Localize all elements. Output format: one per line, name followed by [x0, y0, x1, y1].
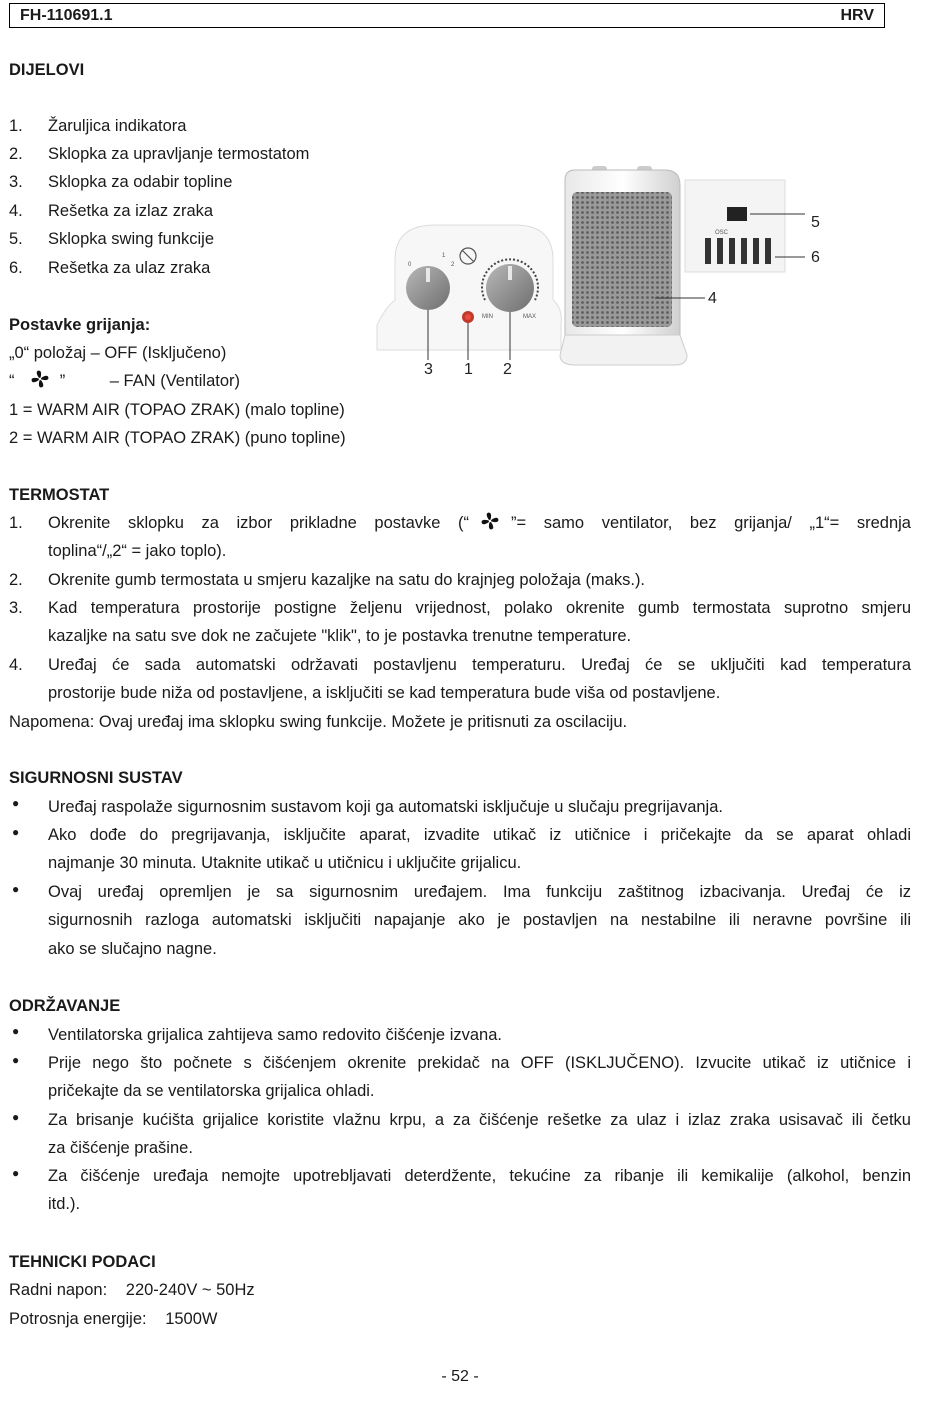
parts-item-text: Sklopka za upravljanje termostatom: [48, 145, 310, 163]
maintenance-title: ODRŽAVANJE: [9, 997, 121, 1015]
heating-level-2: 2 = WARM AIR (TOPAO ZRAK) (puno topline): [9, 429, 346, 447]
maintenance-bullet-2: [48, 1049, 911, 1106]
parts-title: DIJELOVI: [9, 61, 85, 79]
maintenance-bullet-4b: itd.).: [48, 1195, 81, 1214]
heating-title: Postavke grijanja:: [9, 316, 151, 334]
maintenance-bullet-3a: Za brisanje kućišta grijalice koristite vlažnu krpu, a za čišćenje rešetke za ulaz i izlaz zraka usisavač ili četku: [48, 1111, 911, 1129]
maintenance-bullet-1: Ventilatorska grijalica zahtijeva samo redovito čišćenje izvana.: [48, 1026, 502, 1044]
tech-power-value: 1500W: [165, 1310, 218, 1328]
callout-5: 5: [811, 214, 820, 231]
tech-power-label: Potrosnja energije:: [9, 1310, 147, 1328]
tech-voltage-label: Radni napon:: [9, 1281, 108, 1299]
safety-title: SIGURNOSNI SUSTAV: [9, 769, 183, 787]
fan-mode-text: – FAN (Ventilator): [109, 372, 241, 390]
maintenance-bullet-3b: za čišćenje prašine.: [48, 1139, 193, 1158]
bullet-dot-icon: ●: [12, 796, 20, 810]
parts-item-number: 5.: [9, 230, 23, 248]
bullet-dot-icon: ●: [12, 1166, 20, 1180]
quote-close: ”: [59, 372, 66, 390]
parts-item-number: 4.: [9, 202, 23, 220]
safety-bullet-3c: ako se slučajno nagne.: [48, 939, 217, 958]
thermostat-item-2: Okrenite gumb termostata u smjeru kazaljke na satu do krajnjeg položaja (maks.).: [48, 571, 646, 589]
safety-bullet-3a: Ovaj uređaj opremljen je sa sigurnosnim uređajem. Ima funkciju zaštitnog izbacivanja. Uređaj će iz: [48, 883, 911, 901]
thermostat-item-1a: Okrenite sklopku za izbor prikladne postavke (“: [48, 514, 470, 532]
callout-2: 2: [503, 361, 512, 378]
dial-label-zero: 0: [408, 262, 412, 268]
thermostat-item-number: 2.: [9, 571, 23, 589]
parts-item-text: Sklopka za odabir topline: [48, 173, 233, 191]
parts-item-number: 3.: [9, 173, 23, 191]
osc-label: OSC: [715, 230, 729, 236]
fan-icon: [29, 369, 51, 389]
thermostat-item-4b: prostorije bude niža od postavljene, a isključiti se kad temperatura bude viša od postavljene.: [48, 684, 721, 703]
page-header: [9, 3, 885, 28]
safety-bullet-3b: sigurnosnih razloga automatski isključiti napajanje ako je postavljen na nestabilne ili neravne površine ili: [48, 911, 911, 930]
parts-item-number: 6.: [9, 259, 23, 277]
dial-label-two: 2: [451, 262, 455, 268]
thermostat-item-4a: Uređaj će sada automatski održavati postavljenu temperaturu. Uređaj će se uključiti kad temperatura: [48, 656, 911, 674]
thermostat-title: TERMOSTAT: [9, 486, 110, 504]
parts-item-text: Rešetka za ulaz zraka: [48, 259, 211, 277]
thermostat-item-number: 3.: [9, 599, 23, 617]
bullet-dot-icon: ●: [12, 1110, 20, 1124]
tech-title: TEHNICKI PODACI: [9, 1253, 156, 1271]
thermostat-item-1: [48, 509, 911, 566]
thermostat-item-1b: ”= samo ventilator, bez grijanja/ „1“= srednja: [511, 514, 911, 532]
thermostat-item-1-line: [48, 509, 911, 537]
callout-3: 3: [424, 361, 433, 378]
maintenance-bullet-3: [48, 1106, 911, 1163]
thermostat-item-3: [48, 594, 911, 651]
safety-bullet-3: [48, 878, 911, 963]
callout-1: 1: [464, 361, 473, 378]
thermostat-item-1c: toplina“/„2“ = jako toplo).: [48, 542, 227, 561]
safety-bullet-1: Uređaj raspolaže sigurnosnim sustavom koji ga automatski isključuje u slučaju pregrijavanja.: [48, 798, 723, 816]
maintenance-bullet-2a: Prije nego što počnete s čišćenjem okrenite prekidač na OFF (ISKLJUČENO). Izvucite utikač iz utičnice i: [48, 1054, 911, 1072]
air-outlet-grill: [572, 192, 672, 327]
parts-item-text: Sklopka swing funkcije: [48, 230, 214, 248]
quote-open: “: [9, 372, 15, 390]
heater-front: [560, 166, 705, 365]
bullet-dot-icon: ●: [12, 1053, 20, 1067]
heater-side: [685, 180, 805, 272]
heating-off-line: „0“ položaj – OFF (Isključeno): [9, 344, 227, 362]
heating-fan-line: [9, 367, 240, 395]
safety-bullet-2: [48, 821, 911, 878]
parts-item-text: Rešetka za izlaz zraka: [48, 202, 214, 220]
dial-label-min: MIN: [482, 314, 493, 320]
callout-6: 6: [811, 249, 820, 266]
maintenance-bullet-2b: pričekajte da se ventilatorska grijalica ohladi.: [48, 1082, 375, 1101]
thermostat-item-3a: Kad temperatura prostorije postigne željenu vrijednost, polako okrenite gumb termostata suprotno smjeru: [48, 599, 911, 617]
parts-item-text: Žaruljica indikatora: [48, 117, 187, 135]
thermostat-item-4: [48, 651, 911, 708]
tech-voltage-value: 220-240V ~ 50Hz: [125, 1281, 255, 1299]
tech-voltage-row: [9, 1276, 255, 1304]
parts-item-number: 2.: [9, 145, 23, 163]
heater-illustration: [375, 150, 845, 390]
language-code: HRV: [840, 6, 874, 24]
bullet-dot-icon: ●: [12, 825, 20, 839]
bullet-dot-icon: ●: [12, 1024, 20, 1038]
tech-power-row: [9, 1305, 217, 1333]
safety-bullet-2a: Ako dođe do pregrijavanja, isključite aparat, izvadite utikač iz utičnice i pričekajte da se aparat ohladi: [48, 826, 911, 844]
safety-bullet-2b: najmanje 30 minuta. Utaknite utikač u utičnicu i uključite grijalicu.: [48, 854, 522, 873]
thermostat-item-number: 4.: [9, 656, 23, 674]
maintenance-bullet-4a: Za čišćenje uređaja nemojte upotrebljavati deterdžente, tekućine za ribanje ili kemikalije (alkohol, benzin: [48, 1167, 911, 1185]
heating-level-1: 1 = WARM AIR (TOPAO ZRAK) (malo topline): [9, 401, 345, 419]
swing-switch: [727, 207, 747, 221]
bullet-dot-icon: ●: [12, 882, 20, 896]
dial-label-one: 1: [442, 253, 446, 259]
maintenance-bullet-4: [48, 1162, 911, 1219]
thermostat-item-number: 1.: [9, 514, 23, 532]
page-number: - 52 -: [441, 1368, 479, 1385]
document-code: FH-110691.1: [20, 6, 113, 24]
thermostat-note: Napomena: Ovaj uređaj ima sklopku swing funkcije. Možete je pritisnuti za oscilaciju.: [9, 713, 628, 731]
thermostat-item-3b: kazaljke na satu sve dok ne začujete "klik", to je postavka trenutne temperature.: [48, 627, 632, 646]
parts-item-number: 1.: [9, 117, 23, 135]
control-panel: [377, 225, 561, 360]
callout-4: 4: [708, 290, 717, 307]
fan-icon: [479, 511, 501, 531]
dial-label-max: MAX: [523, 314, 537, 320]
